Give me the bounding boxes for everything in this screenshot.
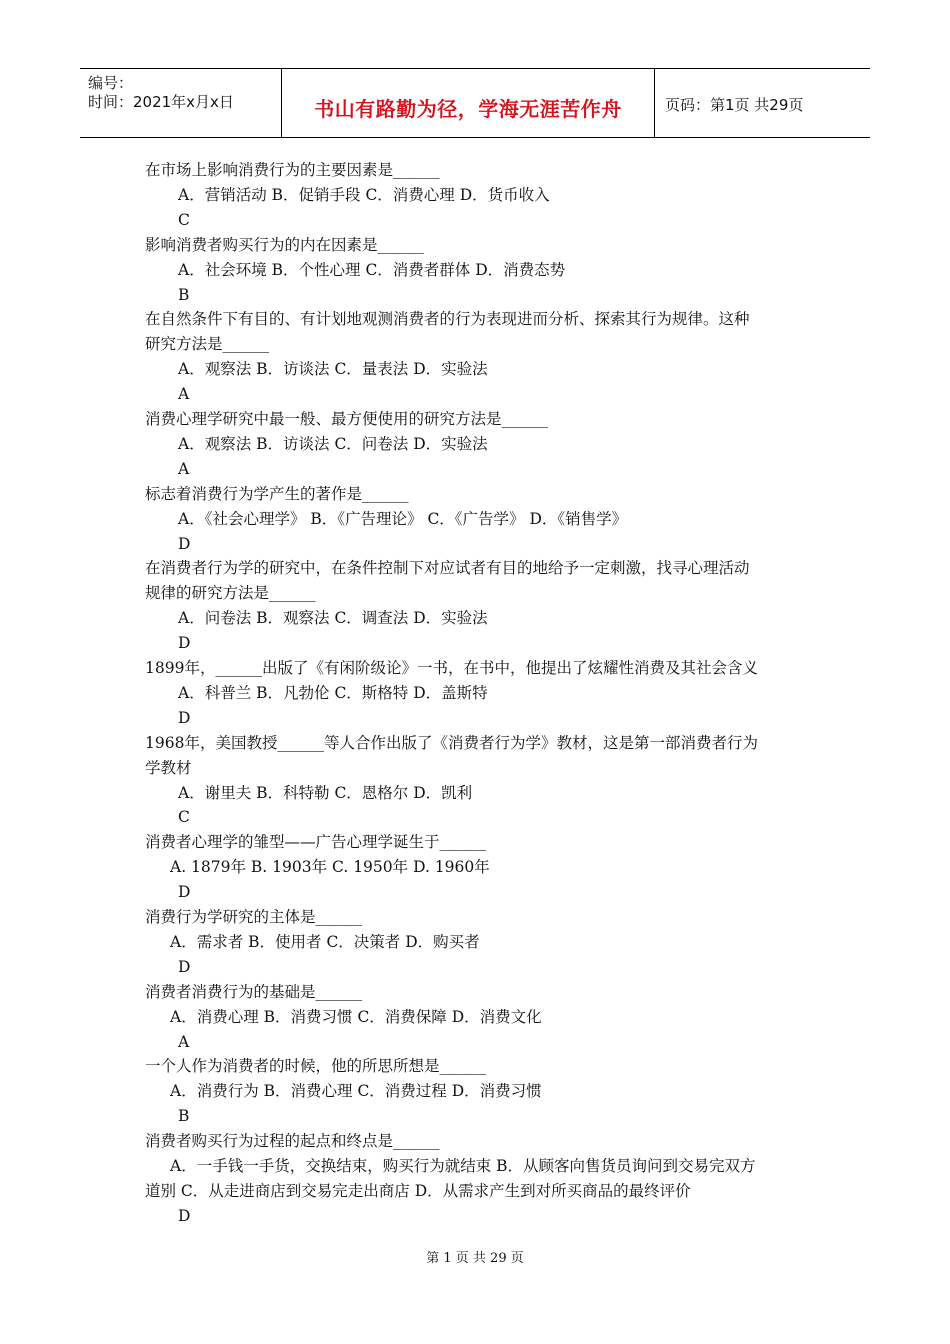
- text-line: 规律的研究方法是______: [145, 584, 316, 603]
- text-line: A．社会环境 B．个性心理 C．消费者群体 D．消费态势: [178, 260, 566, 279]
- text-line: D: [178, 957, 191, 976]
- text-line: 消费心理学研究中最一般、最方便使用的研究方法是______: [145, 410, 549, 428]
- text-line: 学教材: [145, 758, 192, 777]
- text-line: 消费行为学研究的主体是______: [145, 908, 363, 926]
- text-line: 研究方法是______: [145, 335, 270, 354]
- text-line: A．消费行为 B．消费心理 C．消费过程 D．消费习惯: [170, 1082, 542, 1101]
- text-line: A．问卷法 B．观察法 C．调查法 D．实验法: [178, 609, 488, 628]
- text-line: A．《社会心理学》 B．《广告理论》 C．《广告学》 D．《销售学》: [178, 509, 628, 528]
- text-line: A．消费心理 B．消费习惯 C．消费保障 D．消费文化: [170, 1007, 542, 1026]
- text-line: D: [178, 534, 191, 553]
- text-line: 标志着消费行为学产生的著作是______: [145, 484, 409, 503]
- text-line: 在市场上影响消费行为的主要因素是______: [145, 161, 440, 179]
- document-number-label: 编号：: [88, 74, 134, 92]
- text-line: A．谢里夫 B．科特勒 C．恩格尔 D．凯利: [178, 783, 473, 802]
- text-line: 道别 C．从走进商店到交易完走出商店 D．从需求产生到对所买商品的最终评价: [145, 1181, 691, 1200]
- text-line: 在消费者行为学的研究中，在条件控制下对应试者有目的地给予一定刺激，找寻心理活动: [145, 559, 750, 578]
- text-line: 消费者购买行为过程的起点和终点是______: [145, 1132, 440, 1151]
- document-header: [80, 68, 870, 138]
- text-line: 消费者消费行为的基础是______: [145, 982, 363, 1001]
- text-line: A．科普兰 B．凡勃伦 C．斯格特 D．盖斯特: [178, 683, 488, 702]
- text-line: C: [178, 210, 190, 229]
- text-line: D: [178, 634, 191, 653]
- text-line: C: [178, 808, 190, 827]
- header-motto-cell: [282, 69, 655, 137]
- text-line: A: [178, 385, 190, 404]
- text-line: D: [178, 883, 191, 902]
- text-line: 消费者心理学的雏型——广告心理学诞生于______: [145, 833, 487, 852]
- header-page-cell: [655, 69, 870, 137]
- header-page-info: 页码：第1页 共29页: [665, 96, 804, 114]
- text-line: 1968年，美国教授______等人合作出版了《消费者行为学》教材，这是第一部消费者行为: [145, 733, 758, 752]
- header-motto: 书山有路勤为径，学海无涯苦作舟: [314, 97, 622, 121]
- text-line: A．营销活动 B．促销手段 C．消费心理 D．货币收入: [178, 185, 550, 204]
- header-meta-cell: [80, 69, 282, 137]
- text-line: D: [178, 708, 191, 727]
- text-line: 一个人作为消费者的时候，他的所思所想是______: [145, 1057, 487, 1076]
- text-line: A．观察法 B．访谈法 C．问卷法 D．实验法: [178, 434, 488, 453]
- page-footer: 第 1 页 共 29 页: [426, 1251, 524, 1266]
- text-line: 1899年，______出版了《有闲阶级论》一书，在书中，他提出了炫耀性消费及其社会含义: [145, 659, 758, 677]
- text-line: 影响消费者购买行为的内在因素是______: [145, 235, 425, 254]
- text-line: A．观察法 B．访谈法 C．量表法 D．实验法: [178, 360, 488, 379]
- text-line: A．一手钱一手货，交换结束，购买行为就结束 B．从顾客向售货员询问到交易完双方: [170, 1157, 756, 1175]
- document-date-label: 时间：2021年x月x日: [88, 93, 234, 111]
- text-line: D: [178, 1206, 191, 1225]
- text-line: A: [178, 1032, 190, 1051]
- text-line: A．需求者 B．使用者 C．决策者 D．购买者: [170, 932, 480, 951]
- text-line: A. 1879年 B. 1903年 C. 1950年 D. 1960年: [170, 858, 490, 877]
- text-line: A: [178, 459, 190, 478]
- text-line: B: [178, 1107, 190, 1126]
- text-line: 在自然条件下有目的、有计划地观测消费者的行为表现进而分析、探索其行为规律。这种: [145, 310, 750, 329]
- text-line: B: [178, 285, 190, 304]
